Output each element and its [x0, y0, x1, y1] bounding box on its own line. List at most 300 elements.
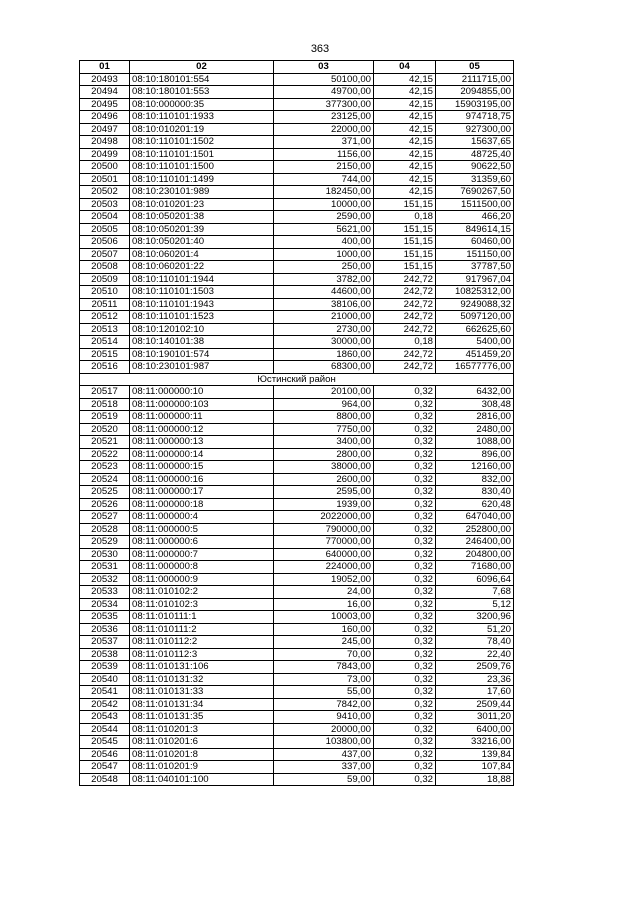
row-number: 20530	[80, 548, 130, 561]
area-value: 770000,00	[274, 536, 374, 549]
cadastral-value: 6400,00	[436, 723, 514, 736]
rate-value: 42,15	[374, 173, 436, 186]
column-header-02: 02	[130, 61, 274, 74]
cadastral-number: 08:10:110101:1500	[130, 161, 274, 174]
table-row	[80, 586, 514, 599]
area-value: 182450,00	[274, 186, 374, 199]
rate-value: 151,15	[374, 198, 436, 211]
row-number: 20537	[80, 636, 130, 649]
cadastral-number: 08:11:000000:15	[130, 461, 274, 474]
rate-value: 42,15	[374, 98, 436, 111]
row-number: 20510	[80, 286, 130, 299]
row-number: 20527	[80, 511, 130, 524]
cadastral-value: 246400,00	[436, 536, 514, 549]
row-number: 20539	[80, 661, 130, 674]
rate-value: 0,32	[374, 748, 436, 761]
row-number: 20511	[80, 298, 130, 311]
cadastral-value: 71680,00	[436, 561, 514, 574]
area-value: 7750,00	[274, 423, 374, 436]
table-row	[80, 298, 514, 311]
cadastral-value: 37787,50	[436, 261, 514, 274]
rate-value: 0,32	[374, 573, 436, 586]
table-row	[80, 148, 514, 161]
row-number: 20535	[80, 611, 130, 624]
row-number: 20517	[80, 386, 130, 399]
cadastral-number: 08:10:010201:19	[130, 123, 274, 136]
cadastral-number: 08:10:230101:987	[130, 361, 274, 374]
rate-value: 0,18	[374, 336, 436, 349]
row-number: 20496	[80, 111, 130, 124]
area-value: 30000,00	[274, 336, 374, 349]
table-row	[80, 736, 514, 749]
table-row	[80, 636, 514, 649]
area-value: 38106,00	[274, 298, 374, 311]
row-number: 20524	[80, 473, 130, 486]
cadastral-value: 2509,76	[436, 661, 514, 674]
cadastral-number: 08:11:000000:16	[130, 473, 274, 486]
cadastral-number: 08:11:010112:3	[130, 648, 274, 661]
area-value: 10003,00	[274, 611, 374, 624]
table-body-section-2	[80, 386, 514, 786]
rate-value: 242,72	[374, 311, 436, 324]
table-row	[80, 73, 514, 86]
cadastral-value: 31359,60	[436, 173, 514, 186]
cadastral-value: 78,40	[436, 636, 514, 649]
table-row	[80, 136, 514, 149]
table-row	[80, 773, 514, 786]
table-row	[80, 348, 514, 361]
cadastral-value: 1511500,00	[436, 198, 514, 211]
row-number: 20512	[80, 311, 130, 324]
row-number: 20515	[80, 348, 130, 361]
area-value: 1860,00	[274, 348, 374, 361]
row-number: 20508	[80, 261, 130, 274]
row-number: 20504	[80, 211, 130, 224]
table-row	[80, 248, 514, 261]
table-row	[80, 111, 514, 124]
row-number: 20502	[80, 186, 130, 199]
table-row	[80, 336, 514, 349]
area-value: 20100,00	[274, 386, 374, 399]
row-number: 20546	[80, 748, 130, 761]
row-number: 20494	[80, 86, 130, 99]
area-value: 400,00	[274, 236, 374, 249]
rate-value: 242,72	[374, 323, 436, 336]
cadastral-value: 3200,96	[436, 611, 514, 624]
table-row	[80, 286, 514, 299]
rate-value: 151,15	[374, 223, 436, 236]
row-number: 20528	[80, 523, 130, 536]
area-value: 250,00	[274, 261, 374, 274]
table-row	[80, 761, 514, 774]
cadastral-number: 08:10:110101:1523	[130, 311, 274, 324]
rate-value: 0,32	[374, 673, 436, 686]
row-number: 20499	[80, 148, 130, 161]
area-value: 5621,00	[274, 223, 374, 236]
table-row	[80, 323, 514, 336]
row-number: 20505	[80, 223, 130, 236]
cadastral-number: 08:11:000000:11	[130, 411, 274, 424]
row-number: 20545	[80, 736, 130, 749]
rate-value: 0,32	[374, 698, 436, 711]
rate-value: 0,32	[374, 711, 436, 724]
rate-value: 0,32	[374, 586, 436, 599]
cadastral-value: 6096,64	[436, 573, 514, 586]
cadastral-number: 08:11:040101:100	[130, 773, 274, 786]
area-value: 16,00	[274, 598, 374, 611]
rate-value: 0,32	[374, 773, 436, 786]
area-value: 24,00	[274, 586, 374, 599]
rate-value: 0,18	[374, 211, 436, 224]
table-row	[80, 648, 514, 661]
table-row	[80, 473, 514, 486]
row-number: 20536	[80, 623, 130, 636]
area-value: 964,00	[274, 398, 374, 411]
table-row	[80, 573, 514, 586]
table-row	[80, 686, 514, 699]
area-value: 160,00	[274, 623, 374, 636]
table-row	[80, 748, 514, 761]
area-value: 224000,00	[274, 561, 374, 574]
rate-value: 0,32	[374, 411, 436, 424]
table-row	[80, 523, 514, 536]
row-number: 20514	[80, 336, 130, 349]
rate-value: 0,32	[374, 648, 436, 661]
table-row	[80, 498, 514, 511]
cadastral-number: 08:11:010201:9	[130, 761, 274, 774]
area-value: 3400,00	[274, 436, 374, 449]
rate-value: 42,15	[374, 73, 436, 86]
cadastral-value: 1088,00	[436, 436, 514, 449]
area-value: 50100,00	[274, 73, 374, 86]
cadastral-number: 08:10:230101:989	[130, 186, 274, 199]
area-value: 2800,00	[274, 448, 374, 461]
cadastral-number: 08:11:010131:106	[130, 661, 274, 674]
row-number: 20525	[80, 486, 130, 499]
table-row	[80, 548, 514, 561]
area-value: 1000,00	[274, 248, 374, 261]
cadastral-number: 08:10:180101:553	[130, 86, 274, 99]
table-row	[80, 86, 514, 99]
area-value: 22000,00	[274, 123, 374, 136]
row-number: 20501	[80, 173, 130, 186]
area-value: 59,00	[274, 773, 374, 786]
area-value: 377300,00	[274, 98, 374, 111]
cadastral-number: 08:11:010201:8	[130, 748, 274, 761]
cadastral-value: 451459,20	[436, 348, 514, 361]
cadastral-value: 620,48	[436, 498, 514, 511]
cadastral-value: 662625,60	[436, 323, 514, 336]
area-value: 337,00	[274, 761, 374, 774]
cadastral-value: 33216,00	[436, 736, 514, 749]
row-number: 20526	[80, 498, 130, 511]
area-value: 9410,00	[274, 711, 374, 724]
row-number: 20506	[80, 236, 130, 249]
rate-value: 0,32	[374, 436, 436, 449]
area-value: 73,00	[274, 673, 374, 686]
row-number: 20493	[80, 73, 130, 86]
cadastral-number: 08:11:010201:3	[130, 723, 274, 736]
row-number: 20522	[80, 448, 130, 461]
table-row	[80, 236, 514, 249]
area-value: 23125,00	[274, 111, 374, 124]
area-value: 7843,00	[274, 661, 374, 674]
row-number: 20548	[80, 773, 130, 786]
rate-value: 0,32	[374, 536, 436, 549]
cadastral-value: 22,40	[436, 648, 514, 661]
table-header-row	[80, 61, 514, 74]
rate-value: 0,32	[374, 386, 436, 399]
cadastral-number: 08:11:000000:14	[130, 448, 274, 461]
page-number: 363	[310, 43, 330, 55]
cadastral-value: 17,60	[436, 686, 514, 699]
row-number: 20503	[80, 198, 130, 211]
cadastral-number: 08:11:010112:2	[130, 636, 274, 649]
rate-value: 0,32	[374, 598, 436, 611]
rate-value: 0,32	[374, 736, 436, 749]
cadastral-value: 647040,00	[436, 511, 514, 524]
row-number: 20529	[80, 536, 130, 549]
rate-value: 151,15	[374, 248, 436, 261]
row-number: 20519	[80, 411, 130, 424]
cadastral-value: 7690267,50	[436, 186, 514, 199]
cadastral-value: 139,84	[436, 748, 514, 761]
cadastral-value: 927300,00	[436, 123, 514, 136]
cadastral-number: 08:11:000000:9	[130, 573, 274, 586]
table-row	[80, 661, 514, 674]
area-value: 1939,00	[274, 498, 374, 511]
table-row	[80, 461, 514, 474]
row-number: 20500	[80, 161, 130, 174]
row-number: 20538	[80, 648, 130, 661]
cadastral-number: 08:11:000000:13	[130, 436, 274, 449]
cadastral-value: 15637,65	[436, 136, 514, 149]
rate-value: 0,32	[374, 398, 436, 411]
cadastral-value: 2111715,00	[436, 73, 514, 86]
area-value: 103800,00	[274, 736, 374, 749]
cadastral-value: 23,36	[436, 673, 514, 686]
area-value: 744,00	[274, 173, 374, 186]
area-value: 70,00	[274, 648, 374, 661]
cadastral-value: 5400,00	[436, 336, 514, 349]
row-number: 20507	[80, 248, 130, 261]
rate-value: 0,32	[374, 548, 436, 561]
column-header-03: 03	[274, 61, 374, 74]
cadastral-value: 15903195,00	[436, 98, 514, 111]
area-value: 2600,00	[274, 473, 374, 486]
rate-value: 0,32	[374, 498, 436, 511]
table-row	[80, 436, 514, 449]
row-number: 20497	[80, 123, 130, 136]
cadastral-number: 08:10:050201:38	[130, 211, 274, 224]
table-row	[80, 311, 514, 324]
table-row	[80, 598, 514, 611]
rate-value: 0,32	[374, 423, 436, 436]
area-value: 2022000,00	[274, 511, 374, 524]
rate-value: 42,15	[374, 111, 436, 124]
rate-value: 42,15	[374, 86, 436, 99]
cadastral-number: 08:10:110101:1944	[130, 273, 274, 286]
row-number: 20547	[80, 761, 130, 774]
table-row	[80, 223, 514, 236]
rate-value: 242,72	[374, 361, 436, 374]
cadastral-value: 90622,50	[436, 161, 514, 174]
rate-value: 42,15	[374, 123, 436, 136]
cadastral-number: 08:11:000000:4	[130, 511, 274, 524]
table-row	[80, 561, 514, 574]
cadastral-number: 08:11:010131:32	[130, 673, 274, 686]
table-row	[80, 186, 514, 199]
cadastral-number: 08:10:190101:574	[130, 348, 274, 361]
rate-value: 0,32	[374, 723, 436, 736]
cadastral-number: 08:10:060201:22	[130, 261, 274, 274]
area-value: 2595,00	[274, 486, 374, 499]
rate-value: 0,32	[374, 636, 436, 649]
table-row	[80, 536, 514, 549]
cadastral-value: 849614,15	[436, 223, 514, 236]
cadastral-value: 830,40	[436, 486, 514, 499]
table-row	[80, 411, 514, 424]
table-row	[80, 698, 514, 711]
row-number: 20542	[80, 698, 130, 711]
rate-value: 42,15	[374, 186, 436, 199]
rate-value: 242,72	[374, 348, 436, 361]
cadastral-value: 16577776,00	[436, 361, 514, 374]
table-row	[80, 198, 514, 211]
rate-value: 242,72	[374, 286, 436, 299]
cadastral-value: 308,48	[436, 398, 514, 411]
cadastral-value: 151150,00	[436, 248, 514, 261]
cadastral-number: 08:10:180101:554	[130, 73, 274, 86]
table-row	[80, 611, 514, 624]
cadastral-value: 5097120,00	[436, 311, 514, 324]
table-row	[80, 623, 514, 636]
cadastral-value: 51,20	[436, 623, 514, 636]
rate-value: 151,15	[374, 261, 436, 274]
row-number: 20531	[80, 561, 130, 574]
rate-value: 0,32	[374, 511, 436, 524]
rate-value: 0,32	[374, 686, 436, 699]
cadastral-value: 3011,20	[436, 711, 514, 724]
cadastral-value: 5,12	[436, 598, 514, 611]
cadastral-number: 08:11:000000:103	[130, 398, 274, 411]
cadastral-number: 08:10:110101:1499	[130, 173, 274, 186]
cadastral-value: 7,68	[436, 586, 514, 599]
cadastral-value: 12160,00	[436, 461, 514, 474]
area-value: 38000,00	[274, 461, 374, 474]
rate-value: 151,15	[374, 236, 436, 249]
cadastral-value: 2816,00	[436, 411, 514, 424]
rate-value: 0,32	[374, 523, 436, 536]
area-value: 10000,00	[274, 198, 374, 211]
table-row	[80, 123, 514, 136]
cadastral-value: 10825312,00	[436, 286, 514, 299]
cadastral-number: 08:11:000000:6	[130, 536, 274, 549]
cadastral-number: 08:10:010201:23	[130, 198, 274, 211]
cadastral-value: 252800,00	[436, 523, 514, 536]
column-header-01: 01	[80, 61, 130, 74]
rate-value: 0,32	[374, 611, 436, 624]
area-value: 68300,00	[274, 361, 374, 374]
cadastral-value: 974718,75	[436, 111, 514, 124]
row-number: 20543	[80, 711, 130, 724]
table-row	[80, 423, 514, 436]
table-row	[80, 486, 514, 499]
table-row	[80, 398, 514, 411]
row-number: 20509	[80, 273, 130, 286]
cadastral-value: 204800,00	[436, 548, 514, 561]
row-number: 20541	[80, 686, 130, 699]
cadastral-number: 08:11:010102:3	[130, 598, 274, 611]
area-value: 3782,00	[274, 273, 374, 286]
region-heading-row	[80, 373, 514, 386]
area-value: 55,00	[274, 686, 374, 699]
rate-value: 0,32	[374, 461, 436, 474]
table-row	[80, 211, 514, 224]
cadastral-value: 2509,44	[436, 698, 514, 711]
cadastral-number: 08:11:000000:18	[130, 498, 274, 511]
cadastral-number: 08:10:110101:1503	[130, 286, 274, 299]
table-row	[80, 673, 514, 686]
cadastral-value: 60460,00	[436, 236, 514, 249]
cadastral-number: 08:10:110101:1501	[130, 148, 274, 161]
cadastral-number: 08:10:140101:38	[130, 336, 274, 349]
rate-value: 0,32	[374, 661, 436, 674]
cadastral-number: 08:11:000000:7	[130, 548, 274, 561]
area-value: 21000,00	[274, 311, 374, 324]
cadastral-value: 48725,40	[436, 148, 514, 161]
table-row	[80, 711, 514, 724]
area-value: 371,00	[274, 136, 374, 149]
cadastral-value: 107,84	[436, 761, 514, 774]
cadastral-number: 08:11:000000:5	[130, 523, 274, 536]
row-number: 20498	[80, 136, 130, 149]
area-value: 19052,00	[274, 573, 374, 586]
table-row	[80, 511, 514, 524]
table-body-section-1	[80, 73, 514, 373]
cadastral-number: 08:11:010111:1	[130, 611, 274, 624]
cadastral-value: 9249088,32	[436, 298, 514, 311]
region-heading-section	[80, 373, 514, 386]
cadastral-value: 832,00	[436, 473, 514, 486]
area-value: 640000,00	[274, 548, 374, 561]
row-number: 20544	[80, 723, 130, 736]
area-value: 8800,00	[274, 411, 374, 424]
area-value: 44600,00	[274, 286, 374, 299]
table-row	[80, 273, 514, 286]
row-number: 20495	[80, 98, 130, 111]
cadastral-value-table	[79, 60, 514, 786]
cadastral-number: 08:11:010131:34	[130, 698, 274, 711]
rate-value: 0,32	[374, 486, 436, 499]
area-value: 2150,00	[274, 161, 374, 174]
row-number: 20518	[80, 398, 130, 411]
row-number: 20513	[80, 323, 130, 336]
region-heading: Юстинский район	[80, 373, 514, 386]
table-row	[80, 361, 514, 374]
row-number: 20533	[80, 586, 130, 599]
row-number: 20540	[80, 673, 130, 686]
cadastral-value: 2094855,00	[436, 86, 514, 99]
row-number: 20520	[80, 423, 130, 436]
area-value: 1156,00	[274, 148, 374, 161]
cadastral-value: 2480,00	[436, 423, 514, 436]
cadastral-number: 08:11:010131:33	[130, 686, 274, 699]
table-row	[80, 161, 514, 174]
area-value: 49700,00	[274, 86, 374, 99]
row-number: 20521	[80, 436, 130, 449]
table-row	[80, 261, 514, 274]
